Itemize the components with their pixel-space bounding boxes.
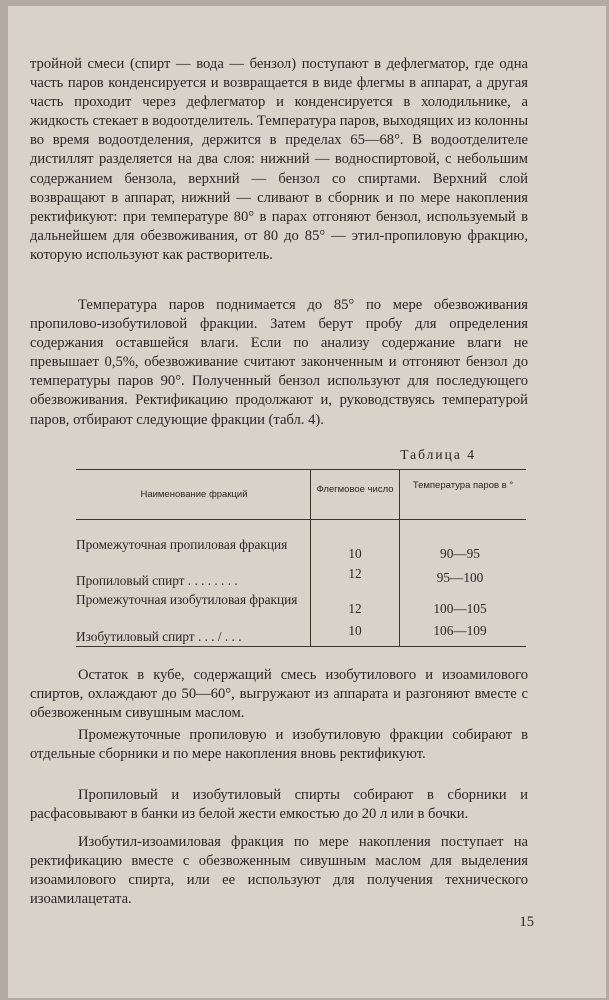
paragraph-2: Температура паров поднимается до 85° по мере обезвоживания пропилово-изобутиловой фракции. Затем берут пробу для определения содержания оставшейся влаги. Если по анализу содержание влаги не превышает 0,5%, обезвоживание считают законченным и отгоняют бензол до температуры паров 90°. Полученный бензол используют для последующего обезвоживания. Ректификацию продолжают и, руководствуясь температурой паров, отбирают следующие фракции (табл. 4). [30,297,528,428]
table-row-temperature: 106—109 [433,623,487,638]
table-header-name: Наименование фракций [140,489,248,500]
table-row-name: Изобутиловый спирт . . . / . . . [76,629,242,644]
table-row-name: Промежуточная пропиловая фракция [76,537,288,552]
table-row-name: Промежуточная изобутиловая фракция [76,592,298,607]
paragraph-4: Промежуточные пропиловую и изобутиловую фракции собирают в отдельные сборники и по мере накопления вновь ректификуют. [30,727,528,763]
table-row-reflux: 12 [348,566,362,581]
table-header-rule [76,519,526,520]
table-row-temperature: 90—95 [440,546,480,561]
table-header-reflux: Флегмовое число [316,484,394,495]
table-row-name: Пропиловый спирт . . . . . . . . [76,573,238,588]
page-number: 15 [519,914,534,930]
paragraph-3: Остаток в кубе, содержащий смесь изобутилового и изоамилового спиртов, охлаждают до 50—60°, выгружают из аппарата и разгоняют вместе с обезвоженным сивушным маслом. [30,667,528,722]
paragraph-6: Изобутил-изоамиловая фракция по мере накопления поступает на ректификацию вместе с обезвоженным сивушным маслом для выделения изоамилового спирта, или ее используют для получения технического изоамилацетата. [30,834,528,908]
table-row-reflux: 10 [348,546,362,561]
paragraph-1: тройной смеси (спирт — вода — бензол) поступают в дефлегматор, где одна часть паров конденсируется и возвращается в виде флегмы в аппарат, а другая часть проходит через дефлегматор и конденсируется в холодильнике, а жидкость стекает в водоотделитель. Температура паров, выходящих из колонны во время водоотделения, держится в пределах 65—68°. В водоотделителе дистиллят разделяется на два слоя: нижний — водноспиртовой, с небольшим содержанием бензола, верхний — бензол со спиртами. Верхний слой возвращают в аппарат, нижний — сливают в сборник и по мере накопления ректификуют: при температуре 80° в парах отгоняют бензол, используемый в дальнейшем для обезвоживания, от 80 до 85° — этил-пропиловую фракцию, которую используют как растворитель. [30,56,528,263]
table-top-rule [76,469,526,470]
book-page [8,6,606,998]
table-row-reflux: 12 [348,601,362,616]
table-row-temperature: 95—100 [436,570,484,585]
table-caption: Таблица 4 [400,447,476,462]
table-bottom-rule [76,646,526,647]
paragraph-5: Пропиловый и изобутиловый спирты собирают в сборники и расфасовывают в банки из белой жести емкостью до 20 л или в бочки. [30,787,528,823]
table-row-reflux: 10 [348,623,362,638]
table-header-temperature: Температура паров в ° [412,480,514,491]
table-row-temperature: 100—105 [433,601,487,616]
